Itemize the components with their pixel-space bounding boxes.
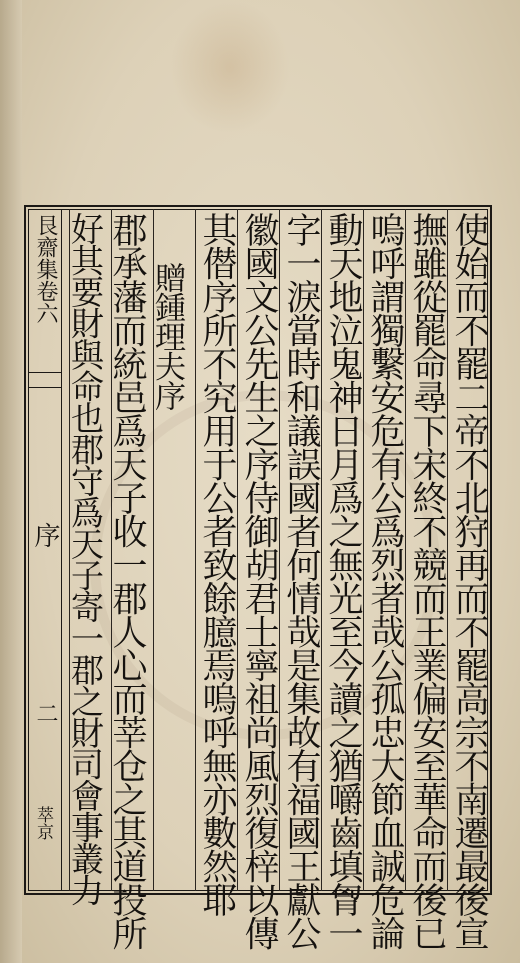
text-column-1: 使始而不罷二帝不北狩再而不罷高宗不南遷最後宣 [449, 212, 489, 949]
page-number: 二 [33, 702, 58, 724]
section-label: 序 [30, 522, 60, 548]
column-rule [405, 209, 406, 891]
column-rule [321, 209, 322, 891]
publisher-mark: 萃京 [33, 806, 53, 840]
text-column-10: 郡承藩而統邑爲天子收一郡人心而莘仓之其道投所 [107, 212, 147, 949]
essay-title: 贈鍾理夫序 [149, 262, 185, 410]
water-stain [170, 0, 290, 135]
text-column-2: 撫雖從罷命尋下宋終不競而王業偏安至華命而後已 [407, 212, 447, 949]
text-column-7: 其僣序所不究用于公者致餘臆焉嗚呼無亦數然耶 [197, 212, 237, 916]
column-rule [363, 209, 364, 891]
fish-tail-mark [28, 372, 62, 388]
column-rule [447, 209, 448, 891]
book-spine [0, 0, 22, 963]
text-column-5: 字一淚當時和議誤國者何情哉是集故有福國王獻公 [281, 212, 321, 949]
column-rule [279, 209, 280, 891]
text-column-11: 好其要財與命也郡守爲天子寄一郡之財司會事叢力 [66, 212, 105, 905]
text-column-6: 徽國文公先生之序侍御胡君士寧祖尚風烈復梓以傳 [239, 212, 279, 949]
book-title: 艮齋集卷六 [33, 214, 58, 324]
column-rule [237, 209, 238, 891]
text-column-4: 動天地泣鬼神日月爲之無光至今讀之猶嚼齒填胷一 [323, 212, 363, 949]
column-rule [195, 209, 196, 891]
text-column-3: 嗚呼謂獨繫安危有公爲烈者哉公孤忠大節血誠危論 [365, 212, 405, 949]
